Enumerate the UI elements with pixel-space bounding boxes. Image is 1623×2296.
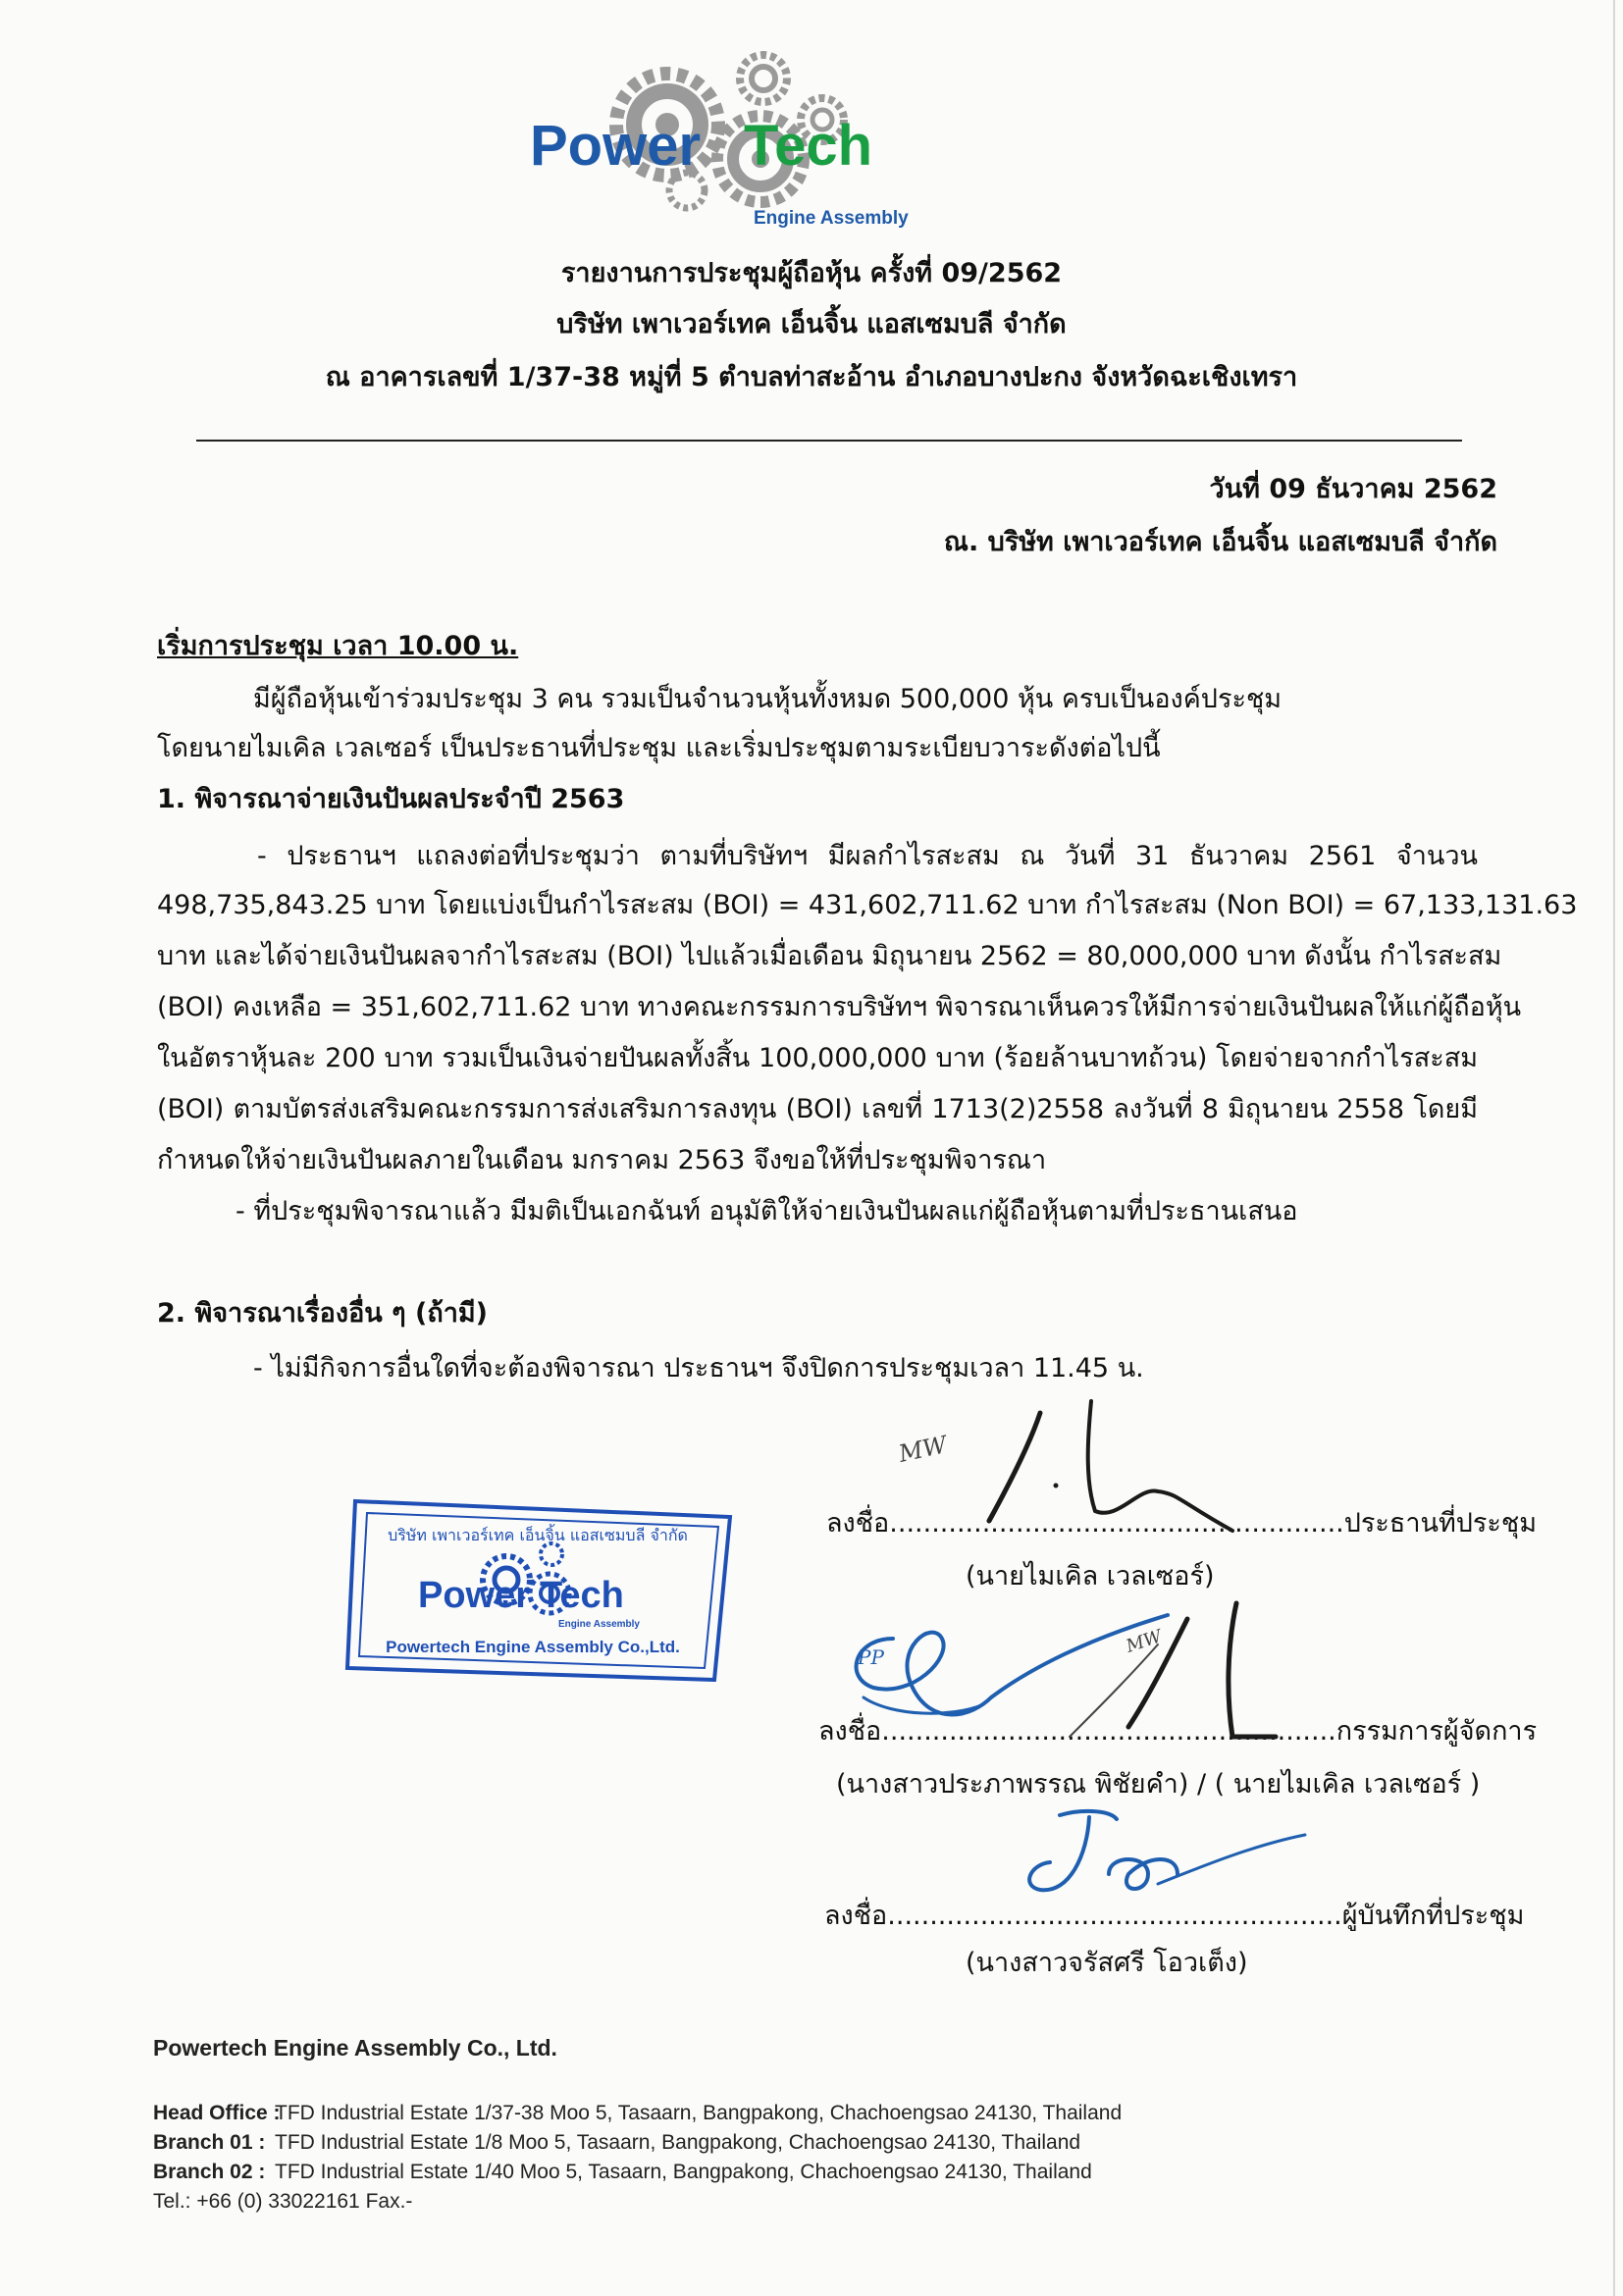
signature-role: ประธานที่ประชุม [1343,1508,1538,1539]
initials: PP [858,1645,884,1669]
signature-dots: ...................................................... [881,1716,1336,1747]
footer-branch-01 [153,2131,1080,2155]
meeting-place: ณ. บริษัท เพาเวอร์เทค เอ็นจิ้น แอสเซมบลี จำกัด [943,527,1497,557]
signer-name-chairman: (นายไมเคิล เวลเซอร์) [966,1561,1215,1592]
agenda-1-line: - ประธานฯ แถลงต่อที่ประชุมว่า ตามที่บริษัทฯ มีผลกำไรสะสม ณ วันที่ 31 ธันวาคม 2561 จำนวน [257,841,1478,871]
footer-label: Head Office : [153,2102,281,2124]
sign-label: ลงชื่อ [824,1901,888,1931]
footer-address: TFD Industrial Estate 1/8 Moo 5, Tasaarn, Bangpakong, Chachoengsao 24130, Thailand [275,2131,1081,2154]
signer-name-managing-director: (นางสาวประภาพรรณ พิชัยคำ) / ( นายไมเคิล เวลเซอร์ ) [836,1769,1481,1800]
intro-line-1: มีผู้ถือหุ้นเข้าร่วมประชุม 3 คน รวมเป็นจำนวนหุ้นทั้งหมด 500,000 หุ้น ครบเป็นองค์ประชุม [253,684,1283,714]
report-title: รายงานการประชุมผู้ถือหุ้น ครั้งที่ 09/2562 [560,258,1063,288]
page-edge [1613,0,1615,2296]
footer-label: Branch 02 : [153,2161,266,2183]
stamp-tagline: Engine Assembly [558,1619,640,1630]
signature-role: กรรมการผู้จัดการ [1335,1716,1538,1747]
handwritten-signature-recorder [1011,1796,1325,1913]
agenda-1-line: (BOI) ตามบัตรส่งเสริมคณะกรรมการส่งเสริมการลงทุน (BOI) เลขที่ 1713(2)2558 ลงวันที่ 8 มิถุนายน 2558 โดยมี [157,1094,1478,1124]
signature-dots: ...................................................... [887,1901,1342,1931]
logo-word-power: Power [530,114,702,178]
start-heading: เริ่มการประชุม เวลา 10.00 น. [157,631,519,661]
footer-address: TFD Industrial Estate 1/37-38 Moo 5, Tasaarn, Bangpakong, Chachoengsao 24130, Thailand [275,2102,1123,2124]
stamp-word-tech: Tech [540,1575,624,1616]
footer-head-office [153,2102,1122,2125]
sign-label: ลงชื่อ [818,1716,882,1747]
handwritten-signature-managing-director [834,1590,1305,1766]
company-stamp [341,1495,734,1682]
agenda-2-title: 2. พิจารณาเรื่องอื่น ๆ (ถ้ามี) [157,1298,489,1329]
stamp-english-name: Powertech Engine Assembly Co.,Ltd. [386,1638,680,1656]
agenda-1-title: 1. พิจารณาจ่ายเงินปันผลประจำปี 2563 [157,784,625,814]
handwritten-signature-chairman [864,1393,1276,1550]
company-address: ณ อาคารเลขที่ 1/37-38 หมู่ที่ 5 ตำบลท่าสะอ้าน อำเภอบางปะกง จังหวัดฉะเชิงเทรา [325,362,1298,392]
logo-word-tech: Tech [744,114,873,178]
sign-label: ลงชื่อ [826,1508,890,1539]
intro-line-2: โดยนายไมเคิล เวลเซอร์ เป็นประธานที่ประชุม และเริ่มประชุมตามระเบียบวาระดังต่อไปนี้ [157,733,1161,763]
agenda-1-line: บาท และได้จ่ายเงินปันผลจากำไรสะสม (BOI) ไปแล้วเมื่อเดือน มิถุนายน 2562 = 80,000,000 บาท ดังนั้น กำไรสะสม [157,941,1502,971]
meeting-date: วันที่ 09 ธันวาคม 2562 [1209,474,1497,504]
signer-name-recorder: (นางสาวจรัสศรี โอวเต็ง) [966,1948,1248,1978]
agenda-2-text: - ไม่มีกิจการอื่นใดที่จะต้องพิจารณา ประธานฯ จึงปิดการประชุมเวลา 11.45 น. [253,1353,1144,1383]
agenda-1-resolution: - ที่ประชุมพิจารณาแล้ว มีมติเป็นเอกฉันท์ อนุมัติให้จ่ายเงินปันผลแก่ผู้ถือหุ้นตามที่ประธานเสนอ [236,1196,1298,1226]
agenda-1-line: ในอัตราหุ้นละ 200 บาท รวมเป็นเงินจ่ายปันผลทั้งสิ้น 100,000,000 บาท (ร้อยล้านบาทถ้วน) โดยจ่ายจากกำไรสะสม [157,1043,1478,1073]
signature-role: ผู้บันทึกที่ประชุม [1341,1901,1525,1931]
header-divider [196,440,1462,442]
company-name: บริษัท เพาเวอร์เทค เอ็นจิ้น แอสเซมบลี จำกัด [556,309,1067,339]
stamp-thai-name: บริษัท เพาเวอร์เทค เอ็นจิ้น แอสเซมบลี จำกัด [388,1526,688,1544]
footer-company: Powertech Engine Assembly Co., Ltd. [153,2035,557,2061]
footer-tel: Tel.: +66 (0) 33022161 Fax.- [153,2190,413,2213]
footer-label: Branch 01 : [153,2131,266,2154]
initials: MW [1124,1626,1165,1657]
stamp-word-power: Power [418,1575,531,1616]
footer-branch-02 [153,2161,1092,2184]
initials: MW [896,1431,950,1468]
agenda-1-line: 498,735,843.25 บาท โดยแบ่งเป็นกำไรสะสม (BOI) = 431,602,711.62 บาท กำไรสะสม (Non BOI) = 67,133,131.63 [157,890,1578,920]
company-logo [520,51,942,237]
signature-dots: ...................................................... [889,1508,1344,1539]
footer-address: TFD Industrial Estate 1/40 Moo 5, Tasaarn, Bangpakong, Chachoengsao 24130, Thailand [275,2161,1092,2183]
agenda-1-line: กำหนดให้จ่ายเงินปันผลภายในเดือน มกราคม 2563 จึงขอให้ที่ประชุมพิจารณา [157,1145,1047,1175]
agenda-1-line: (BOI) คงเหลือ = 351,602,711.62 บาท ทางคณะกรรมการบริษัทฯ พิจารณาเห็นควรให้มีการจ่ายเงินปันผลให้แก่ผู้ถือหุ้น [157,992,1522,1022]
logo-tagline: Engine Assembly [754,208,909,229]
